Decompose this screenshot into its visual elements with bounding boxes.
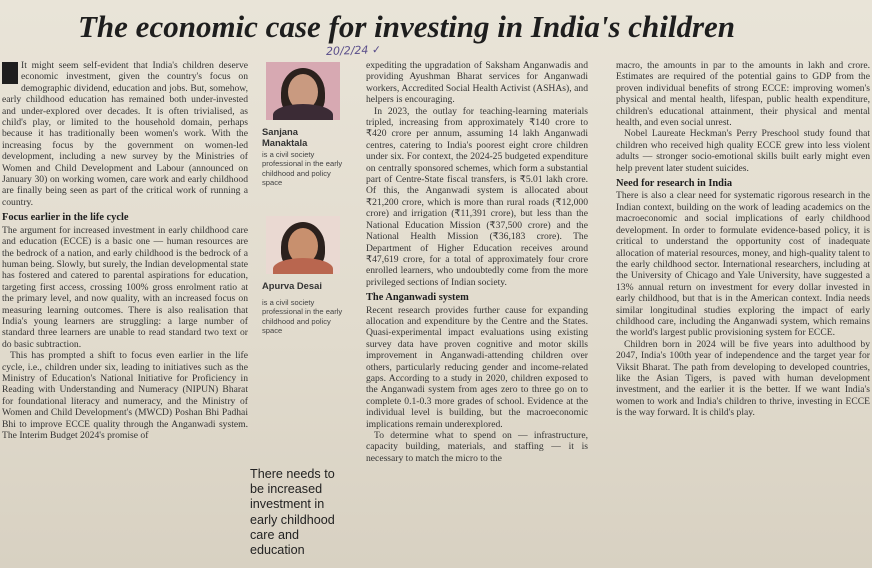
author-description: is a civil society professional in the early childhood and policy space	[262, 150, 343, 188]
author-photo-sanjana	[266, 62, 340, 120]
subheading-anganwadi: The Anganwadi system	[366, 292, 469, 304]
drop-cap	[2, 62, 18, 84]
shoulder	[273, 258, 333, 274]
shoulder	[273, 104, 333, 120]
paragraph: The argument for increased investment in early childhood care and education (ECCE) is a basic one — human resources are the bedrock of a nation, and early childhood is the bedrock of a human being. Slowly, but surely, the Indian developmental state has fostered and catered to parental aspirations for education, targeting first access, crossing 100% gross enrolment ratio at the primary level, and now quality, with an increased focus on measuring learning outcomes. There is also realisation that India's young learners are struggling: a large number of standard three learners are unable to read standard two text or do basic subtraction.	[2, 224, 248, 350]
intro-paragraph: It might seem self-evident that India's children deserve economic investment, given the country's focus on demographic dividend, education and jobs. But, somehow, early childhood education has remained both under-invested and under-explored over decades. It is often trivialised, as child's play, or limited to the household domain, perhaps because it has traditionally been women's work. With the increasing focus by the government on women-led development, including a new survey by the Ministries of Women and Child Development and Labour (announced on January 30) on working women, care work and early childhood are finally being seen as part of the critical work of running a country.	[2, 60, 248, 208]
paragraph: Recent research provides further cause for expanding allocation and expenditure by the Centre and the States. Quasi-experimental impact evaluations using existing survey data have proven cognitive and motor skills improvement in Anganwadi-attending children over others, particularly reducing gender and income-related gaps. According to a study in 2020, children exposed to the Anganwadi system from ages zero to three go on to complete 0.1-0.3 more grades of school. Evidence at the individual level is building, but the macroeconomic implications remain underexplored.	[366, 304, 588, 430]
paragraph: Children born in 2024 will be five years into adulthood by 2047, India's 100th year of independence and the target year for Viksit Bharat. The path from developing to developed countries, like the Asian Tigers, is paved with human development investment, and the earlier it is the better. If we want India's women to work and India's children to thrive, investing in ECCE is the way forward. It is child's play.	[616, 338, 870, 419]
paragraph: expediting the upgradation of Saksham Anganwadis and providing Ayushman Bharat services for Anganwadi workers, Accredited Social Health Activist (ASHAs), and helpers is encouraging.	[366, 60, 588, 106]
paragraph: In 2023, the outlay for teaching-learning materials tripled, increasing from approximately ₹140 crore to ₹420 crore per annum, assuming 14 lakh Anganwadi centres, catering to India's poorest eight crore children under six. For context, the 2024-25 budgeted expenditure on centrally sponsored schemes, which form a substantial part of Centre-State fiscal transfers, is ₹5.01 lakh crore. Of this, the Anganwadi system is allocated about ₹21,200 crore, which is more than rural roads (₹12,000 crore) and irrigation (₹11,391 crore), but less than the National Education Mission (₹37,500 crore) and the National Health Mission (₹36,183 crore). The Department of Higher Education receives around ₹47,619 crore, for a total of approximately four crore enrolled learners, who undoubtedly come from the more privileged sections of Indian society.	[366, 105, 588, 288]
column-d	[616, 60, 870, 419]
column-a	[2, 60, 248, 441]
pull-quote: There needs to be increased investment in early childhood care and education	[250, 467, 335, 558]
handwritten-date: 20/2/24 ✓	[325, 43, 382, 58]
paragraph: To determine what to spend on — infrastructure, capacity building, materials, and staffing — it is necessary to match the micro to the	[366, 430, 588, 464]
column-c	[366, 60, 588, 464]
subheading-research: Need for research in India	[616, 178, 733, 190]
author-name: Apurva Desai	[262, 280, 322, 291]
paragraph: Nobel Laureate Heckman's Perry Preschool study found that children who received high quality ECCE grew into less violent adults — stronger socio-emotional skills built early might even help prevent later student suicides.	[616, 128, 870, 174]
author-description: is a civil society professional in the early childhood and policy space	[262, 298, 343, 336]
headline: The economic case for investing in India's children	[78, 9, 736, 44]
paragraph: There is also a clear need for systematic rigorous research in the Indian context, building on the work of leading academics on the macroeconomic and social implications of early childhood development. In order to formulate evidence-based policy, it is critical to understand the opportunity cost of inadequate allocation of material resources, money, and high-quality talent to the early childhood sector. International researchers, including at the University of Chicago and Yale University, have suggested a 13% annual return on investment for every dollar invested in early childhood, but that is in the American context. India needs similar longitudinal studies exploring the impact of early childhood care, including the Anganwadi system, which remains the world's largest public provisioning system for ECCE.	[616, 190, 870, 339]
subheading-focus-earlier: Focus earlier in the life cycle	[2, 212, 129, 224]
author-photo-apurva	[266, 216, 340, 274]
paragraph: This has prompted a shift to focus even earlier in the life cycle, i.e., children under six, leading to initiatives such as the Ministry of Education's National Initiative for Proficiency in Reading with Understanding and Numeracy (NIPUN) Bharat for foundational literacy and numeracy, and the Ministry of Women and Child Development's (MWCD) Poshan Bhi Padhai Bhi to improve ECCE quality through the Anganwadi system. The Interim Budget 2024's promise of	[2, 350, 248, 441]
paragraph: macro, the amounts in par to the amounts in lakh and crore. Estimates are required of the potential gains to GDP from the proven individual benefits of strong ECCE: improving women's physical and mental health, lifespan, public health expenditure, children's educational attainment, their physical and mental health, and even social unrest.	[616, 60, 870, 129]
author-name: Sanjana Manaktala	[262, 126, 308, 148]
